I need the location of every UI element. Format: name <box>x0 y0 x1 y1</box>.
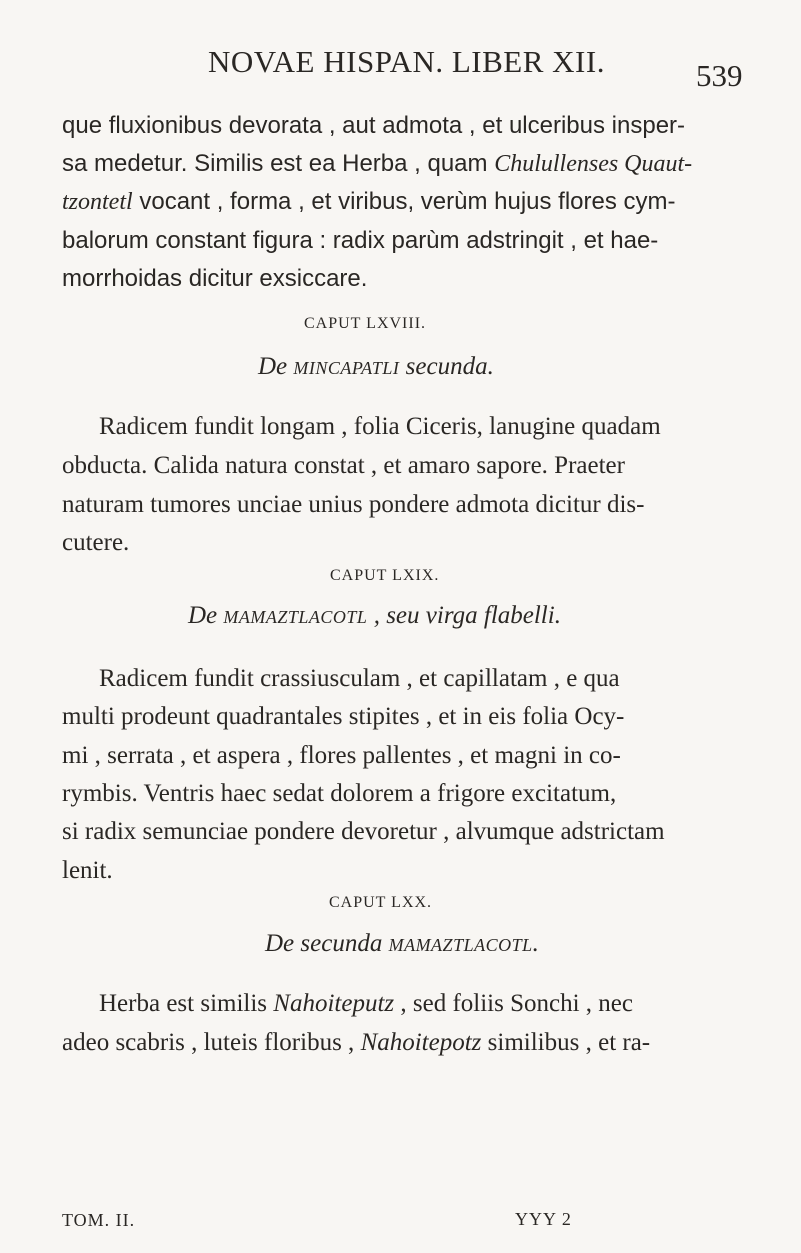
plant-name: mamaztlacotl. <box>388 930 540 957</box>
plant-name: tzontetl <box>62 189 133 215</box>
title-de: De <box>188 602 224 629</box>
text-span: sa medetur. Similis est ea Herba , quam <box>62 150 495 177</box>
chapter-number: CAPUT LXX. <box>329 894 433 911</box>
text-span: Herba est similis <box>99 990 274 1017</box>
text-line <box>62 150 692 178</box>
plant-name: mincapatli <box>293 353 400 380</box>
page-number: 539 <box>696 58 743 93</box>
text-line <box>62 188 676 216</box>
text-span: similibus , et ra- <box>481 1029 651 1056</box>
title-rest: secunda. <box>399 353 494 380</box>
text-line: obducta. Calida natura constat , et amaro sapore. Praeter <box>62 452 625 479</box>
volume-mark: TOM. II. <box>62 1210 136 1230</box>
text-line: multi prodeunt quadrantales stipites , et in eis folia Ocy- <box>62 703 625 730</box>
chapter-title <box>188 602 561 630</box>
text-line: balorum constant figura : radix parùm adstringit , et hae- <box>62 227 659 254</box>
text-line: rymbis. Ventris haec sedat dolorem a frigore excitatum, <box>62 780 617 807</box>
text-span: vocant , forma , et viribus, verùm hujus flores cym- <box>132 188 676 215</box>
text-line: naturam tumores unciae unius pondere admota dicitur dis- <box>62 491 645 518</box>
text-span: , sed foliis Sonchi , nec <box>394 990 633 1017</box>
plant-name: Nahoiteputz <box>273 990 395 1017</box>
chapter-number: CAPUT LXVIII. <box>304 315 427 332</box>
text-line: Radicem fundit longam , folia Ciceris, lanugine quadam <box>99 413 661 440</box>
text-line: que fluxionibus devorata , aut admota , et ulceribus insper- <box>62 112 686 139</box>
text-line: morrhoidas dicitur exsiccare. <box>62 265 368 292</box>
text-line: mi , serrata , et aspera , flores pallentes , et magni in co- <box>62 742 621 769</box>
title-de: De secunda <box>265 930 389 957</box>
text-line <box>99 990 633 1018</box>
chapter-title <box>258 353 494 381</box>
text-line: si radix semunciae pondere devoretur , alvumque adstrictam <box>62 818 665 845</box>
plant-name: mamaztlacotl <box>223 602 368 629</box>
chapter-title <box>265 930 539 958</box>
plant-name: Nahoitepotz <box>360 1029 482 1056</box>
running-head: NOVAE HISPAN. LIBER XII. <box>208 44 605 79</box>
signature-mark: YYY 2 <box>515 1209 572 1229</box>
title-de: De <box>258 353 294 380</box>
title-rest: , seu virga flabelli. <box>367 602 561 629</box>
plant-name: Chulullenses Quaut- <box>494 151 693 177</box>
text-span: adeo scabris , luteis floribus , <box>62 1029 361 1056</box>
chapter-number: CAPUT LXIX. <box>330 567 440 584</box>
text-line <box>62 1029 650 1057</box>
text-line: Radicem fundit crassiusculam , et capillatam , e qua <box>99 665 620 692</box>
text-line: lenit. <box>62 857 113 884</box>
text-line: cutere. <box>62 529 130 556</box>
